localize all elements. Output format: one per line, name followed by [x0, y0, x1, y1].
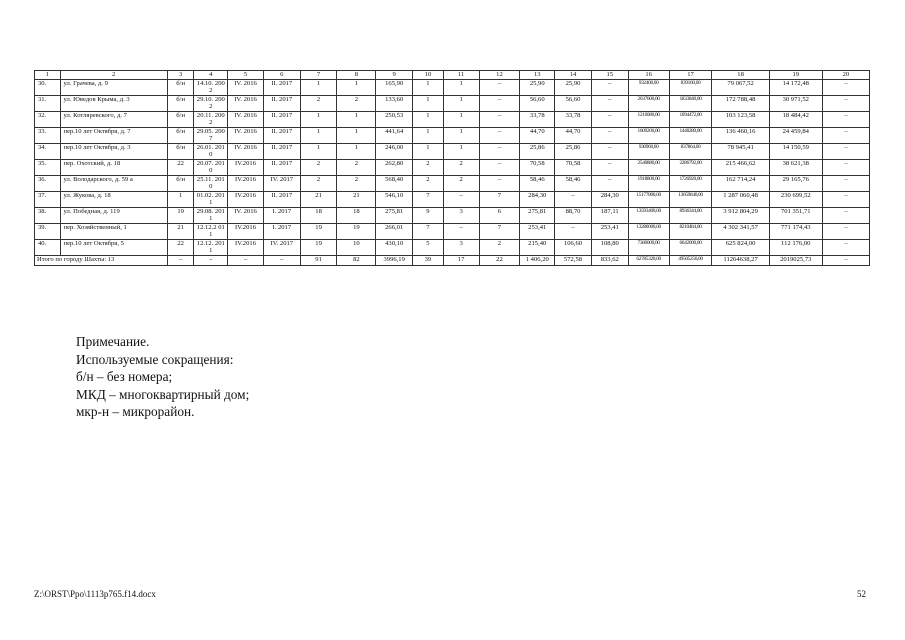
column-number-cell: 1	[35, 71, 61, 80]
table-cell: –	[591, 80, 628, 96]
table-cell: 253,41	[520, 224, 555, 240]
table-cell: 10	[337, 240, 376, 256]
total-cell: 62785320,00	[628, 256, 669, 266]
footer-file-path: Z:\ORST\Ppo\1113p765.f14.docx	[34, 589, 156, 599]
table-cell: 5	[413, 240, 444, 256]
table-cell: 22	[167, 160, 194, 176]
table-cell: 8210484,00	[669, 224, 712, 240]
table-cell: 24 459,84	[769, 128, 822, 144]
table-cell: 35.	[35, 160, 61, 176]
table-cell: 932400,00	[628, 80, 669, 96]
table-cell: IV.2016	[228, 240, 264, 256]
table-cell: 215 466,62	[712, 160, 769, 176]
table-cell: 215,40	[520, 240, 555, 256]
column-number-row	[35, 71, 870, 80]
table-cell: –	[479, 144, 520, 160]
table-cell: 30.	[35, 80, 61, 96]
table-cell: 275,81	[520, 208, 555, 224]
column-number-cell: 17	[669, 71, 712, 80]
address-cell: пер. Хозяйственный, 1	[60, 224, 167, 240]
table-cell: 1609200,00	[628, 128, 669, 144]
table-cell: 3	[443, 208, 479, 224]
table-cell: 7	[413, 192, 444, 208]
column-number-cell: 10	[413, 71, 444, 80]
total-cell: 91	[300, 256, 337, 266]
table-cell: 2	[443, 176, 479, 192]
table-cell: IV.2016	[228, 176, 264, 192]
table-cell: 2540880,00	[628, 160, 669, 176]
total-cell: 17	[443, 256, 479, 266]
table-cell: 13593400,00	[628, 208, 669, 224]
table-row	[35, 192, 870, 208]
table-row	[35, 80, 870, 96]
table-cell: 1	[337, 112, 376, 128]
total-cell: 39	[413, 256, 444, 266]
table-cell: 108,80	[591, 240, 628, 256]
column-number-cell: 19	[769, 71, 822, 80]
table-cell: 20.11. 2002	[194, 112, 228, 128]
table-row	[35, 96, 870, 112]
table-cell: 2	[300, 160, 337, 176]
table-cell: 1	[337, 144, 376, 160]
table-cell: 25,86	[555, 144, 592, 160]
table-cell: 9	[413, 208, 444, 224]
total-cell: 2019025,73	[769, 256, 822, 266]
table-cell: 1	[413, 96, 444, 112]
table-cell: –	[822, 96, 869, 112]
page-number: 52	[857, 589, 866, 599]
table-cell: 88,70	[555, 208, 592, 224]
table-cell: 1	[300, 80, 337, 96]
total-cell: –	[228, 256, 264, 266]
column-number-cell: 18	[712, 71, 769, 80]
column-number-cell: 6	[263, 71, 300, 80]
table-cell: 25,90	[555, 80, 592, 96]
address-cell: пер.10 лет Октября, 5	[60, 240, 167, 256]
table-cell: 568,40	[376, 176, 413, 192]
table-cell: –	[479, 96, 520, 112]
table-cell: 26.01. 2010	[194, 144, 228, 160]
table-cell: 7380000,00	[628, 240, 669, 256]
table-cell: 19	[300, 224, 337, 240]
table-row	[35, 224, 870, 240]
table-cell: 21	[337, 192, 376, 208]
address-cell: ул. Володарского, д. 59 а	[60, 176, 167, 192]
note-abbreviations-heading: Используемые сокращения:	[76, 351, 234, 367]
table-cell: II. 2017	[263, 80, 300, 96]
table-cell: 136 460,16	[712, 128, 769, 144]
table-cell: 1448280,00	[669, 128, 712, 144]
table-cell: 18 484,42	[769, 112, 822, 128]
note-abbrev-mkrn: мкр-н – микрорайон.	[76, 404, 195, 420]
table-cell: 19	[167, 208, 194, 224]
housing-data-table	[34, 70, 870, 266]
table-cell: 56,60	[520, 96, 555, 112]
table-cell: 70,58	[520, 160, 555, 176]
table-cell: 546,10	[376, 192, 413, 208]
table-cell: 29.08. 2011	[194, 208, 228, 224]
table-cell: IV. 2016	[228, 128, 264, 144]
table-cell: 1	[337, 128, 376, 144]
table-cell: IV. 2017	[263, 240, 300, 256]
column-number-cell: 15	[591, 71, 628, 80]
total-cell: 1 406,20	[520, 256, 555, 266]
table-cell: –	[479, 112, 520, 128]
table-cell: 21	[167, 224, 194, 240]
table-cell: 2	[337, 160, 376, 176]
table-cell: IV. 2016	[228, 144, 264, 160]
table-cell: 771 174,43	[769, 224, 822, 240]
table-row	[35, 176, 870, 192]
table-cell: 36.	[35, 176, 61, 192]
total-cell: 833,62	[591, 256, 628, 266]
table-cell: 3 912 804,29	[712, 208, 769, 224]
table-cell: IV. 2016	[228, 80, 264, 96]
table-cell: 6	[479, 208, 520, 224]
table-cell: 15177800,00	[628, 192, 669, 208]
table-cell: 441,64	[376, 128, 413, 144]
table-cell: 33.	[35, 128, 61, 144]
table-cell: 01.02. 2011	[194, 192, 228, 208]
table-cell: 8936344,00	[669, 208, 712, 224]
table-cell: 1833840,00	[669, 96, 712, 112]
table-cell: 33,78	[555, 112, 592, 128]
total-cell: 82	[337, 256, 376, 266]
table-cell: 106,60	[555, 240, 592, 256]
table-cell: 13280000,00	[628, 224, 669, 240]
note-abbrev-mkd: МКД – многоквартирный дом;	[76, 386, 250, 402]
table-row	[35, 160, 870, 176]
column-number-cell: 3	[167, 71, 194, 80]
table-cell: 7	[479, 224, 520, 240]
table-cell: 4 302 341,57	[712, 224, 769, 240]
column-number-cell: 20	[822, 71, 869, 80]
table-cell: –	[822, 208, 869, 224]
table-cell: 284,30	[520, 192, 555, 208]
table-cell: IV.2016	[228, 192, 264, 208]
total-cell: 22	[479, 256, 520, 266]
table-cell: 625 824,00	[712, 240, 769, 256]
table-cell: 253,41	[591, 224, 628, 240]
note-title: Примечание.	[76, 334, 150, 349]
table-cell: 22	[167, 240, 194, 256]
table-cell: 18	[337, 208, 376, 224]
table-cell: 930960,00	[628, 144, 669, 160]
total-cell: 3996,19	[376, 256, 413, 266]
table-cell: б/н	[167, 112, 194, 128]
table-cell: 29 165,76	[769, 176, 822, 192]
table-cell: 39.	[35, 224, 61, 240]
table-cell: 162 714,24	[712, 176, 769, 192]
column-number-cell: 12	[479, 71, 520, 80]
table-cell: –	[479, 128, 520, 144]
table-cell: 262,80	[376, 160, 413, 176]
table-cell: 2	[443, 160, 479, 176]
table-cell: 37.	[35, 192, 61, 208]
table-cell: б/н	[167, 176, 194, 192]
table-cell: IV. 2016	[228, 112, 264, 128]
total-cell: –	[167, 256, 194, 266]
table-cell: 20.07. 2010	[194, 160, 228, 176]
table-cell: 40.	[35, 240, 61, 256]
table-cell: 266,01	[376, 224, 413, 240]
table-cell: 25,86	[520, 144, 555, 160]
table-cell: 250,53	[376, 112, 413, 128]
column-number-cell: 4	[194, 71, 228, 80]
table-cell: 21	[300, 192, 337, 208]
table-cell: 2	[413, 160, 444, 176]
table-cell: IV.2016	[228, 224, 264, 240]
table-cell: 112 176,00	[769, 240, 822, 256]
table-cell: II. 2017	[263, 128, 300, 144]
table-cell: 1	[443, 128, 479, 144]
table-cell: –	[822, 112, 869, 128]
table-cell: 18	[300, 208, 337, 224]
address-cell: ул. Победная, д. 119	[60, 208, 167, 224]
table-cell: 1	[413, 128, 444, 144]
table-row	[35, 112, 870, 128]
table-cell: б/н	[167, 144, 194, 160]
table-cell: 44,70	[555, 128, 592, 144]
address-cell: пер. Охотский, д. 18	[60, 160, 167, 176]
total-cell: 11264638,27	[712, 256, 769, 266]
column-number-cell: 13	[520, 71, 555, 80]
table-cell: 70,58	[555, 160, 592, 176]
table-cell: –	[591, 128, 628, 144]
table-cell: б/н	[167, 128, 194, 144]
total-cell: –	[822, 256, 869, 266]
table-cell: 32.	[35, 112, 61, 128]
table-row	[35, 208, 870, 224]
table-cell: –	[822, 192, 869, 208]
table-cell: б/н	[167, 96, 194, 112]
table-cell: 1918800,00	[628, 176, 669, 192]
column-number-cell: 2	[60, 71, 167, 80]
table-cell: 172 788,48	[712, 96, 769, 112]
table-cell: –	[443, 224, 479, 240]
table-cell: 79 067,52	[712, 80, 769, 96]
table-cell: II. 2017	[263, 160, 300, 176]
table-cell: II. 2017	[263, 144, 300, 160]
table-cell: 56,60	[555, 96, 592, 112]
table-cell: –	[822, 80, 869, 96]
table-cell: 12.12.2 011	[194, 224, 228, 240]
table-cell: 839160,00	[669, 80, 712, 96]
total-cell: 49505256,00	[669, 256, 712, 266]
note-abbrev-bn: б/н – без номера;	[76, 369, 173, 385]
table-cell: –	[443, 192, 479, 208]
table-cell: II. 2017	[263, 192, 300, 208]
table-cell: 31.	[35, 96, 61, 112]
table-cell: 1	[443, 80, 479, 96]
table-cell: 6642000,00	[669, 240, 712, 256]
table-cell: 1 287 060,48	[712, 192, 769, 208]
table-cell: 34.	[35, 144, 61, 160]
table-cell: –	[591, 112, 628, 128]
table-cell: 33,78	[520, 112, 555, 128]
table-body	[35, 71, 870, 266]
table-cell: 701 351,71	[769, 208, 822, 224]
table-cell: I. 2017	[263, 224, 300, 240]
table-cell: 1094472,00	[669, 112, 712, 128]
table-cell: 19	[300, 240, 337, 256]
table-cell: 7	[413, 224, 444, 240]
column-number-cell: 9	[376, 71, 413, 80]
table-cell: 30 971,52	[769, 96, 822, 112]
table-cell: 2	[479, 240, 520, 256]
table-cell: –	[822, 160, 869, 176]
table-cell: 1	[443, 112, 479, 128]
column-number-cell: 16	[628, 71, 669, 80]
table-cell: 230 699,52	[769, 192, 822, 208]
table-cell: IV. 2016	[228, 208, 264, 224]
table-cell: 837864,00	[669, 144, 712, 160]
table-cell: 275,81	[376, 208, 413, 224]
table-cell: IV. 2017	[263, 176, 300, 192]
table-cell: I. 2017	[263, 208, 300, 224]
table-cell: –	[479, 176, 520, 192]
table-cell: 25.11. 2010	[194, 176, 228, 192]
table-row	[35, 144, 870, 160]
total-cell: 572,58	[555, 256, 592, 266]
table-cell: IV.2016	[228, 160, 264, 176]
address-cell: пер.10 лет Октября, д. 3	[60, 144, 167, 160]
column-number-cell: 5	[228, 71, 264, 80]
table-cell: 14 172,48	[769, 80, 822, 96]
table-cell: –	[591, 176, 628, 192]
address-cell: ул. Жукова, д. 18	[60, 192, 167, 208]
total-row	[35, 256, 870, 266]
table-cell: –	[822, 176, 869, 192]
table-cell: 19	[337, 224, 376, 240]
table-cell: 2037600,00	[628, 96, 669, 112]
table-cell: 1	[337, 80, 376, 96]
address-cell: пер.10 лет Октября, д. 7	[60, 128, 167, 144]
table-cell: 187,11	[591, 208, 628, 224]
table-cell: 1	[300, 112, 337, 128]
table-cell: 1726920,00	[669, 176, 712, 192]
table-cell: –	[822, 128, 869, 144]
table-cell: –	[822, 240, 869, 256]
table-cell: –	[822, 224, 869, 240]
table-cell: 103 123,58	[712, 112, 769, 128]
table-cell: 2	[413, 176, 444, 192]
column-number-cell: 14	[555, 71, 592, 80]
table-cell: –	[591, 144, 628, 160]
column-number-cell: 7	[300, 71, 337, 80]
table-cell: 284,30	[591, 192, 628, 208]
table-cell: –	[555, 192, 592, 208]
table-cell: 29.10. 2002	[194, 96, 228, 112]
total-cell: –	[263, 256, 300, 266]
table-cell: 1	[167, 192, 194, 208]
table-cell: 58,46	[555, 176, 592, 192]
table-cell: 165,90	[376, 80, 413, 96]
column-number-cell: 8	[337, 71, 376, 80]
table-cell: 1	[413, 112, 444, 128]
table-cell: 38.	[35, 208, 61, 224]
table-cell: 13659840,00	[669, 192, 712, 208]
table-cell: 1216080,00	[628, 112, 669, 128]
table-cell: IV. 2016	[228, 96, 264, 112]
table-cell: 1	[300, 128, 337, 144]
table-cell: 1	[443, 96, 479, 112]
address-cell: ул. Котляревского, д. 7	[60, 112, 167, 128]
table-cell: –	[555, 224, 592, 240]
address-cell: ул. Юведов Крыма, д. 3	[60, 96, 167, 112]
table-cell: 38 621,38	[769, 160, 822, 176]
table-cell: –	[479, 160, 520, 176]
table-cell: –	[822, 144, 869, 160]
total-cell: –	[194, 256, 228, 266]
table-cell: 2	[337, 96, 376, 112]
table-cell: 133,60	[376, 96, 413, 112]
table-row	[35, 240, 870, 256]
table-cell: 3	[443, 240, 479, 256]
table-cell: б/н	[167, 80, 194, 96]
table-cell: 12.12. 2011	[194, 240, 228, 256]
table-cell: 430,10	[376, 240, 413, 256]
address-cell: ул. Грачева, д. 9	[60, 80, 167, 96]
table-cell: 14.10. 2002	[194, 80, 228, 96]
table-cell: 1	[413, 80, 444, 96]
table-cell: 29.05. 2007	[194, 128, 228, 144]
table-cell: 1	[413, 144, 444, 160]
column-number-cell: 11	[443, 71, 479, 80]
table-cell: II. 2017	[263, 96, 300, 112]
notes-block	[76, 333, 249, 421]
table-cell: 7	[479, 192, 520, 208]
table-row	[35, 128, 870, 144]
table-cell: 246,00	[376, 144, 413, 160]
table-cell: II. 2017	[263, 112, 300, 128]
table-cell: 58,46	[520, 176, 555, 192]
table-cell: 2	[337, 176, 376, 192]
table-cell: 44,70	[520, 128, 555, 144]
total-label-cell: Итого по городу Шахты: 13	[35, 256, 168, 266]
table-cell: 25,90	[520, 80, 555, 96]
table-cell: 2	[300, 96, 337, 112]
table-cell: 2	[300, 176, 337, 192]
table-cell: 78 945,41	[712, 144, 769, 160]
table-cell: 1	[300, 144, 337, 160]
table-cell: –	[479, 80, 520, 96]
table-cell: –	[591, 96, 628, 112]
table-cell: 14 150,59	[769, 144, 822, 160]
table-cell: 2286792,00	[669, 160, 712, 176]
table-cell: –	[591, 160, 628, 176]
table-cell: 1	[443, 144, 479, 160]
